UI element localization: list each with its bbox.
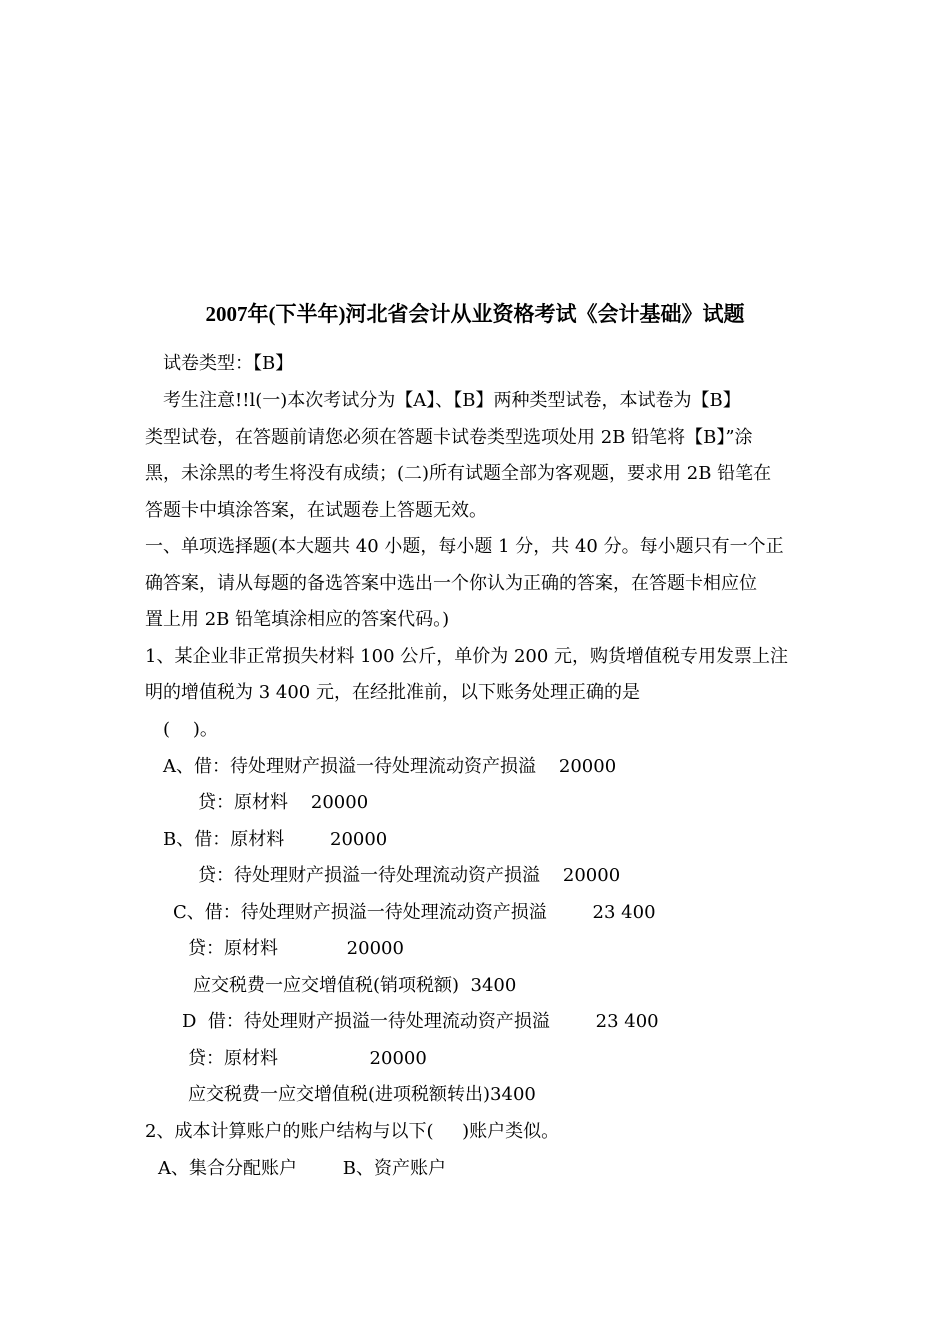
option-c-credit-1: 贷：原材料 20000: [188, 938, 404, 959]
question-1-blank: ( )。: [163, 719, 218, 740]
notice-line-3: 黑，未涂黑的考生将没有成绩；(二)所有试题全部为客观题，要求用 2B 铅笔在: [145, 463, 772, 484]
option-b-credit: 贷：待处理财产损溢一待处理流动资产损溢 20000: [198, 865, 621, 886]
option-d-credit-1: 贷：原材料 20000: [188, 1048, 427, 1069]
option-d-credit-2: 应交税费一应交增值税(进项税额转出)3400: [188, 1084, 536, 1105]
option-c-credit-2: 应交税费一应交增值税(销项税额) 3400: [193, 975, 517, 996]
section-heading-line-2: 确答案，请从每题的备选答案中选出一个你认为正确的答案，在答题卡相应位: [145, 573, 757, 594]
option-c-debit: C、借：待处理财产损溢一待处理流动资产损溢 23 400: [173, 902, 656, 923]
section-heading-line-3: 置上用 2B 铅笔填涂相应的答案代码。): [145, 609, 450, 630]
option-a-credit: 贷：原材料 20000: [198, 792, 369, 813]
notice-line-2: 类型试卷，在答题前请您必须在答题卡试卷类型选项处用 2B 铅笔将【B】”涂: [145, 427, 753, 448]
document-title: 2007年(下半年)河北省会计从业资格考试《会计基础》试题: [205, 302, 745, 326]
paper-type: 试卷类型：【B】: [163, 353, 294, 374]
question-1-stem-line-1: 1、某企业非正常损失材料 100 公斤，单价为 200 元，购货增值税专用发票上注: [145, 646, 789, 667]
option-a-debit: A、借：待处理财产损溢一待处理流动资产损溢 20000: [163, 756, 617, 777]
question-2-options: A、集合分配账户 B、资产账户: [158, 1158, 446, 1179]
question-2-stem: 2、成本计算账户的账户结构与以下( )账户类似。: [145, 1121, 560, 1142]
notice-line-1: 考生注意!!l(一)本次考试分为【A】、【B】两种类型试卷，本试卷为【B】: [163, 390, 741, 411]
section-heading-line-1: 一、单项选择题(本大题共 40 小题，每小题 1 分，共 40 分。每小题只有一个正: [145, 536, 784, 557]
option-b-debit: B、借：原材料 20000: [163, 829, 388, 850]
notice-line-4: 答题卡中填涂答案，在试题卷上答题无效。: [145, 500, 487, 521]
question-1-stem-line-2: 明的增值税为 3 400 元，在经批准前，以下账务处理正确的是: [145, 682, 640, 703]
option-d-debit: D 借：待处理财产损溢一待处理流动资产损溢 23 400: [182, 1011, 659, 1032]
